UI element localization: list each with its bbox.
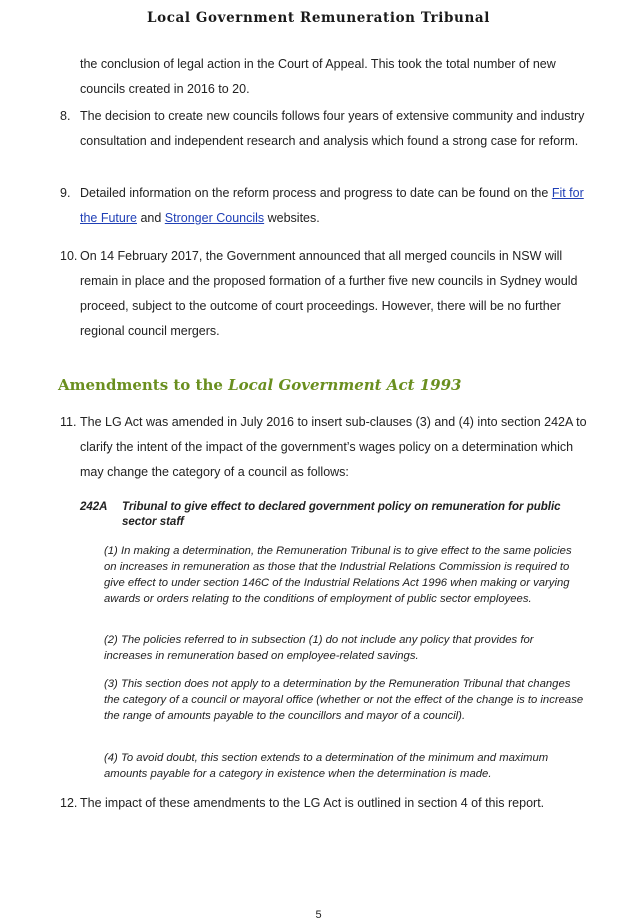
item-text: Detailed information on the reform process and progress to date can be found on the Fit for the Future and Stronger Councils websites. <box>80 186 584 225</box>
stronger-councils-link[interactable]: Stronger Councils <box>164 211 265 225</box>
section-heading: Amendments to the Local Government Act 1993 <box>58 376 462 394</box>
subclause-text: This section does not apply to a determination by the Remuneration Tribunal that changes the category of a council or mayoral office (whether or not the effect of the change is to increase the range of amounts payable to the councillors and mayor of a council). <box>104 678 584 722</box>
fit-for-the-future-link[interactable]: Fit for the Future <box>80 186 584 225</box>
list-item-10 <box>60 244 590 344</box>
subclause-text: In making a determination, the Remuneration Tribunal is to give effect to the same policies on increases in remuneration as those that the Industrial Relations Commission is required to give effect to under section 146C of the Industrial Relations Act 1996 when making or varying awards or orders relating to the conditions of employment of public sector employees. <box>104 545 572 605</box>
act-title: Local Government Act 1993 <box>228 376 462 394</box>
item-text: The decision to create new councils follows four years of extensive community and industry consultation and independent research and analysis which found a strong case for reform. <box>80 109 585 148</box>
item-number: 9. <box>60 186 71 200</box>
item-text: On 14 February 2017, the Government announced that all merged councils in NSW will remain in place and the proposed formation of a further five new councils in Sydney would proceed, subject to the outcome of court proceedings. However, there will be no further regional council mergers. <box>80 249 578 338</box>
list-item-11 <box>60 410 590 485</box>
list-item-12 <box>60 791 590 816</box>
subclause-text: The policies referred to in subsection (1) do not include any policy that provides for increases in remuneration based on employee-related savings. <box>104 634 534 662</box>
subclause-label: (2) <box>104 634 118 646</box>
subclause-label: (3) <box>104 678 118 690</box>
subclause-1 <box>104 543 584 607</box>
clause-title: Tribunal to give effect to declared government policy on remuneration for public sector staff <box>122 501 561 528</box>
subclause-text: To avoid doubt, this section extends to a determination of the minimum and maximum amounts payable for a category in existence when the determination is made. <box>104 752 549 780</box>
page-number: 5 <box>315 909 322 921</box>
list-item-8 <box>60 104 590 154</box>
intro-paragraph <box>80 52 600 102</box>
subclause-4 <box>104 750 584 782</box>
clause-number: 242A <box>80 501 108 513</box>
item-text: The impact of these amendments to the LG Act is outlined in section 4 of this report. <box>80 796 545 810</box>
intro-line-2: councils created in 2016 to 20. <box>80 82 250 96</box>
subclause-label: (1) <box>104 545 118 557</box>
subclause-2 <box>104 632 584 664</box>
intro-line-1: the conclusion of legal action in the Court of Appeal. This took the total number of new <box>80 57 556 71</box>
list-item-9 <box>60 181 590 231</box>
page-header: Local Government Remuneration Tribunal <box>147 10 490 26</box>
item-number: 11. <box>60 415 77 429</box>
subclause-3 <box>104 676 584 724</box>
item-number: 10. <box>60 249 78 263</box>
subclause-label: (4) <box>104 752 118 764</box>
item-text: The LG Act was amended in July 2016 to insert sub-clauses (3) and (4) into section 242A to clarify the intent of the impact of the government’s wages policy on a determination which may change the category of a council as follows: <box>80 415 587 479</box>
item-number: 8. <box>60 109 71 123</box>
item-number: 12. <box>60 796 78 810</box>
clause-heading <box>80 500 580 530</box>
